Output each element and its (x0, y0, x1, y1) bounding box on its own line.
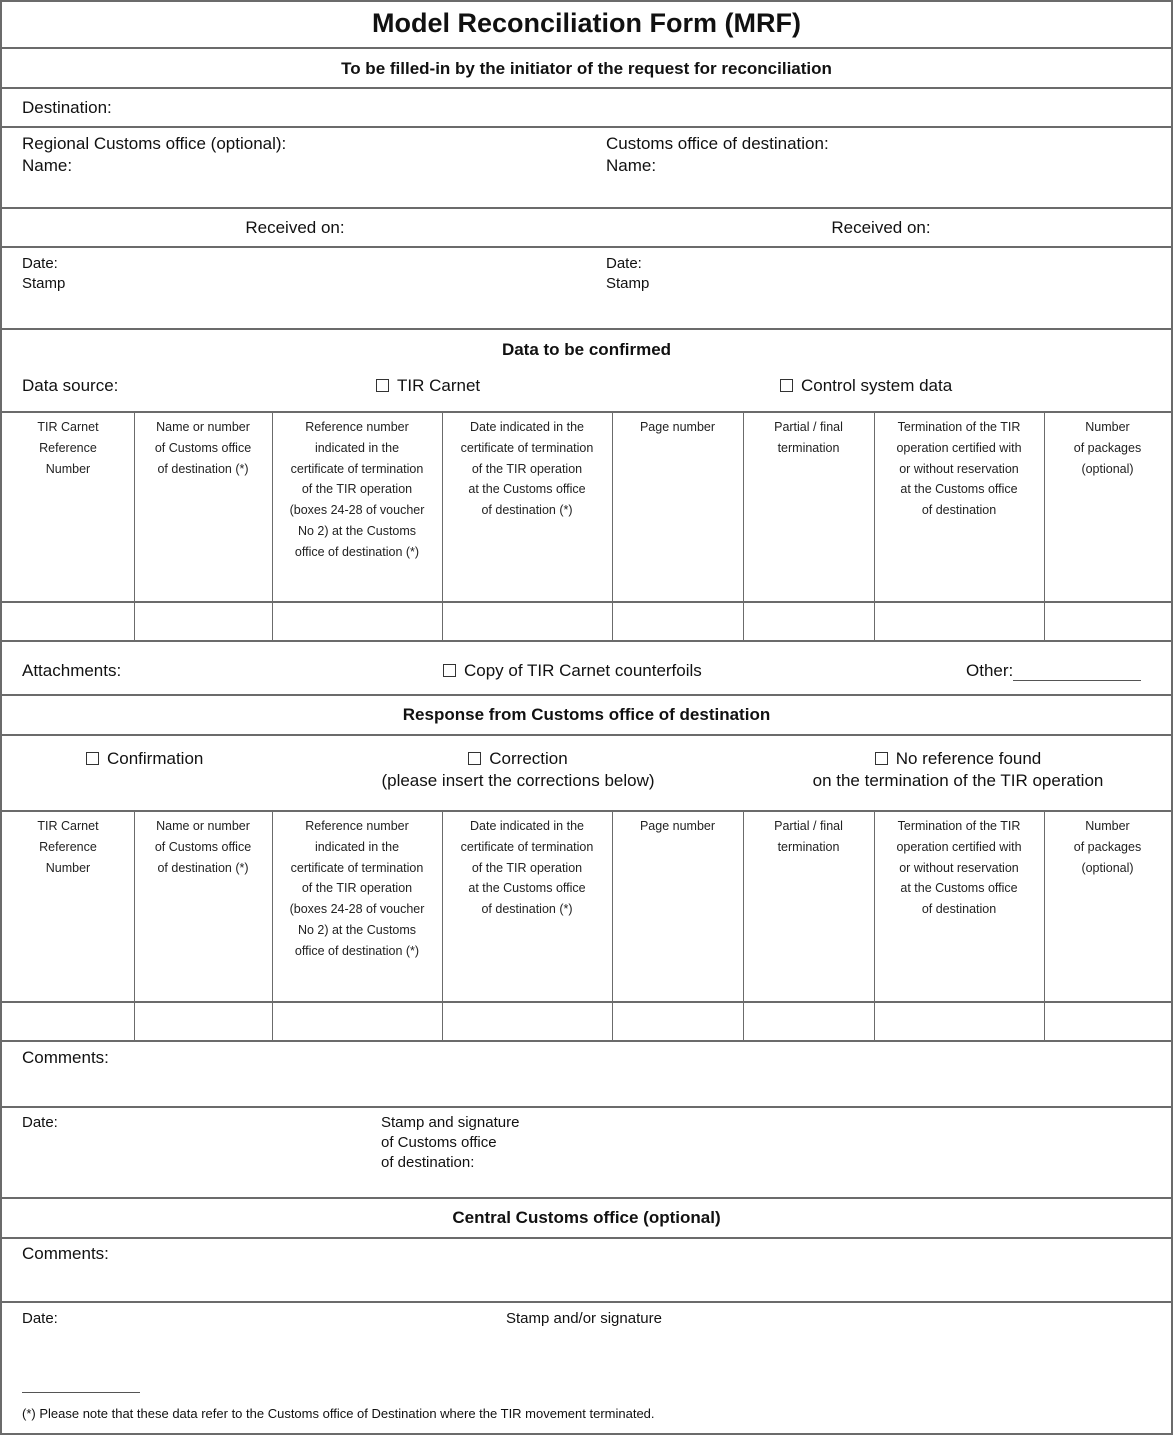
other-label: Other: (966, 661, 1014, 680)
table-column-header-line: or without reservation (899, 860, 1019, 875)
tir-carnet-option[interactable] (376, 376, 480, 396)
destination-name-label: Name: (606, 156, 657, 175)
table-input-cell[interactable] (743, 1001, 874, 1040)
table-column-header-line: certificate of termination (290, 860, 424, 875)
table-column-header-line: Termination of the TIR (897, 819, 1021, 833)
table-input-cell[interactable] (2, 1001, 134, 1040)
response-stamp-signature (381, 1113, 519, 1173)
response-heading: Response from Customs office of destination (402, 705, 771, 724)
no-reference-note: on the termination of the TIR operation (812, 771, 1104, 790)
table-column-header-line: at the Customs office (468, 482, 586, 497)
table-column-header-line: Reference number (305, 420, 409, 434)
correction-option[interactable] (348, 749, 688, 791)
form-title: Model Reconciliation Form (MRF) (372, 8, 801, 38)
table-input-cell[interactable] (1044, 601, 1171, 640)
destination-office-label: Customs office of destination: (606, 134, 829, 153)
table-input-cell[interactable] (1044, 1001, 1171, 1040)
table-column-header-line: (optional) (1081, 461, 1134, 476)
table-column-header-line: Number (45, 860, 91, 875)
regional-office-label: Regional Customs office (optional): (22, 134, 287, 153)
stamp-right-label: Stamp (606, 275, 650, 292)
divider (2, 1197, 1171, 1199)
divider (2, 328, 1171, 330)
table-column-header-line: Page number (639, 819, 716, 833)
table-column-header-line: (boxes 24-28 of voucher (289, 902, 425, 917)
data-source-label: Data source: (22, 376, 119, 395)
received-on-left: Received on: (245, 218, 345, 237)
table-column-header (1044, 417, 1171, 479)
table-column-header-line: office of destination (*) (294, 544, 420, 559)
table-column-header-line: termination (777, 839, 840, 854)
table-column-header-line: certificate of termination (460, 839, 594, 854)
divider (2, 47, 1171, 49)
table-column-header-line: at the Customs office (900, 881, 1018, 896)
table-column-header-line: Name or number (156, 420, 250, 434)
table-column-header (612, 417, 743, 438)
divider (2, 1040, 1171, 1042)
table-column-header-line: Number (45, 461, 91, 476)
table-column-header (743, 417, 874, 459)
table-input-cell[interactable] (134, 1001, 272, 1040)
table-column-header-line: of destination (921, 503, 997, 518)
table-column-header-line: at the Customs office (468, 881, 586, 896)
response-date-label: Date: (22, 1114, 58, 1131)
table-input-cell[interactable] (272, 601, 442, 640)
tir-carnet-checkbox[interactable] (376, 379, 389, 392)
table-column-header (272, 417, 442, 563)
table-column-header (272, 816, 442, 962)
table-column-header (2, 417, 134, 479)
table-column-header-line: termination (777, 440, 840, 455)
control-system-option-label: Control system data (801, 376, 953, 395)
table-input-cell[interactable] (272, 1001, 442, 1040)
other-attachment[interactable] (966, 661, 1141, 681)
table-column-header (442, 816, 612, 920)
table-column-header-line: of destination (*) (157, 860, 249, 875)
table-column-header (134, 816, 272, 878)
table-column-header-line: Date indicated in the (470, 819, 584, 833)
table-column-header-line: of Customs office (154, 440, 252, 455)
table-column-header-line: Number (1085, 819, 1130, 833)
confirmation-option-label: Confirmation (107, 749, 204, 768)
table-column-header-line: of the TIR operation (471, 461, 583, 476)
table-column-header-line: of packages (1073, 839, 1142, 854)
footnote: (*) Please note that these data refer to the Customs office of Destination where the TIR movement terminated. (22, 1406, 655, 1421)
data-heading: Data to be confirmed (501, 340, 672, 359)
central-comments-label: Comments: (22, 1244, 109, 1263)
table-column-header (874, 816, 1044, 920)
table-column-header-line: of Customs office (154, 839, 252, 854)
divider (2, 1301, 1171, 1303)
table-column-header-line: indicated in the (314, 440, 400, 455)
counterfoils-option-label: Copy of TIR Carnet counterfoils (464, 661, 702, 680)
table-column-header-line: of destination (*) (157, 461, 249, 476)
table-column-header-line: No 2) at the Customs (297, 922, 417, 937)
control-system-option[interactable] (780, 376, 952, 396)
other-field[interactable] (1013, 666, 1141, 681)
table-input-cell[interactable] (874, 1001, 1044, 1040)
divider (2, 207, 1171, 209)
divider (2, 1237, 1171, 1239)
table-column-header-line: Reference number (305, 819, 409, 833)
table-column-header (743, 816, 874, 858)
stamp-signature-line: Stamp and signature (381, 1114, 520, 1131)
regional-name-label: Name: (22, 156, 73, 175)
central-heading: Central Customs office (optional) (452, 1208, 721, 1227)
stamp-signature-line: of Customs office (381, 1134, 497, 1151)
central-stamp-signature: Stamp and/or signature (506, 1310, 662, 1327)
no-reference-checkbox[interactable] (875, 752, 888, 765)
footnote-rule (22, 1392, 140, 1393)
table-column-header-line: operation certified with (896, 440, 1022, 455)
confirmation-checkbox[interactable] (86, 752, 99, 765)
table-column-header-line: Page number (639, 420, 716, 434)
table-column-header (134, 417, 272, 479)
no-reference-option[interactable] (778, 749, 1138, 791)
table-column-header-line: indicated in the (314, 839, 400, 854)
tir-carnet-option-label: TIR Carnet (397, 376, 481, 395)
table-input-cell[interactable] (612, 601, 743, 640)
table-column-header-line: of the TIR operation (301, 881, 413, 896)
table-column-header-line: of destination (*) (481, 902, 573, 917)
table-column-header-line: Termination of the TIR (897, 420, 1021, 434)
correction-checkbox[interactable] (468, 752, 481, 765)
table-column-header-line: Partial / final (774, 420, 843, 434)
table-column-header-line: of destination (*) (481, 503, 573, 518)
table-column-header-line: Date indicated in the (470, 420, 584, 434)
divider (2, 126, 1171, 128)
table-column-header-line: (optional) (1081, 860, 1134, 875)
table-input-cell[interactable] (442, 601, 612, 640)
stamp-left-label: Stamp (22, 275, 66, 292)
table-column-header-line: TIR Carnet (37, 420, 99, 434)
table-column-header (442, 417, 612, 521)
table-input-cell[interactable] (743, 601, 874, 640)
divider (2, 694, 1171, 696)
response-table (2, 810, 1171, 1040)
table-column-header (2, 816, 134, 878)
table-column-header-line: Name or number (156, 819, 250, 833)
table-input-cell[interactable] (442, 1001, 612, 1040)
control-system-checkbox[interactable] (780, 379, 793, 392)
table-column-header-line: of the TIR operation (301, 482, 413, 497)
table-column-header-line: TIR Carnet (37, 819, 99, 833)
divider (2, 1106, 1171, 1108)
divider (2, 87, 1171, 89)
table-input-cell[interactable] (2, 601, 134, 640)
table-column-header (874, 417, 1044, 521)
table-column-header-line: Partial / final (774, 819, 843, 833)
initiator-heading: To be filled-in by the initiator of the request for reconciliation (341, 59, 832, 78)
divider (2, 246, 1171, 248)
no-reference-option-label: No reference found (895, 749, 1042, 768)
data-table (2, 411, 1171, 640)
table-column-header-line: Reference (39, 440, 97, 455)
date-right-label: Date: (606, 255, 642, 272)
table-column-header-line: of the TIR operation (471, 860, 583, 875)
date-left-label: Date: (22, 255, 58, 272)
table-column-header-line: or without reservation (899, 461, 1019, 476)
table-column-header-line: Reference (39, 839, 97, 854)
table-input-cell[interactable] (134, 601, 272, 640)
central-date-label: Date: (22, 1310, 58, 1327)
table-column-header-line: office of destination (*) (294, 943, 420, 958)
table-column-header (612, 816, 743, 837)
table-input-cell[interactable] (612, 1001, 743, 1040)
table-column-header-line: of packages (1073, 440, 1142, 455)
confirmation-option[interactable] (86, 749, 203, 769)
table-column-header-line: No 2) at the Customs (297, 523, 417, 538)
correction-note: (please insert the corrections below) (381, 771, 655, 790)
divider (2, 734, 1171, 736)
table-input-cell[interactable] (874, 601, 1044, 640)
received-on-right: Received on: (831, 218, 931, 237)
response-comments-label: Comments: (22, 1048, 109, 1067)
correction-option-label: Correction (489, 749, 568, 768)
destination-label: Destination: (22, 98, 112, 117)
counterfoils-option[interactable] (443, 661, 702, 681)
divider (2, 640, 1171, 642)
table-column-header (1044, 816, 1171, 878)
table-column-header-line: (boxes 24-28 of voucher (289, 503, 425, 518)
stamp-signature-line: of destination: (381, 1154, 475, 1171)
table-column-header-line: at the Customs office (900, 482, 1018, 497)
attachments-label: Attachments: (22, 661, 122, 680)
table-column-header-line: certificate of termination (460, 440, 594, 455)
table-column-header-line: Number (1085, 420, 1130, 434)
counterfoils-checkbox[interactable] (443, 664, 456, 677)
table-column-header-line: of destination (921, 902, 997, 917)
table-column-header-line: operation certified with (896, 839, 1022, 854)
table-column-header-line: certificate of termination (290, 461, 424, 476)
